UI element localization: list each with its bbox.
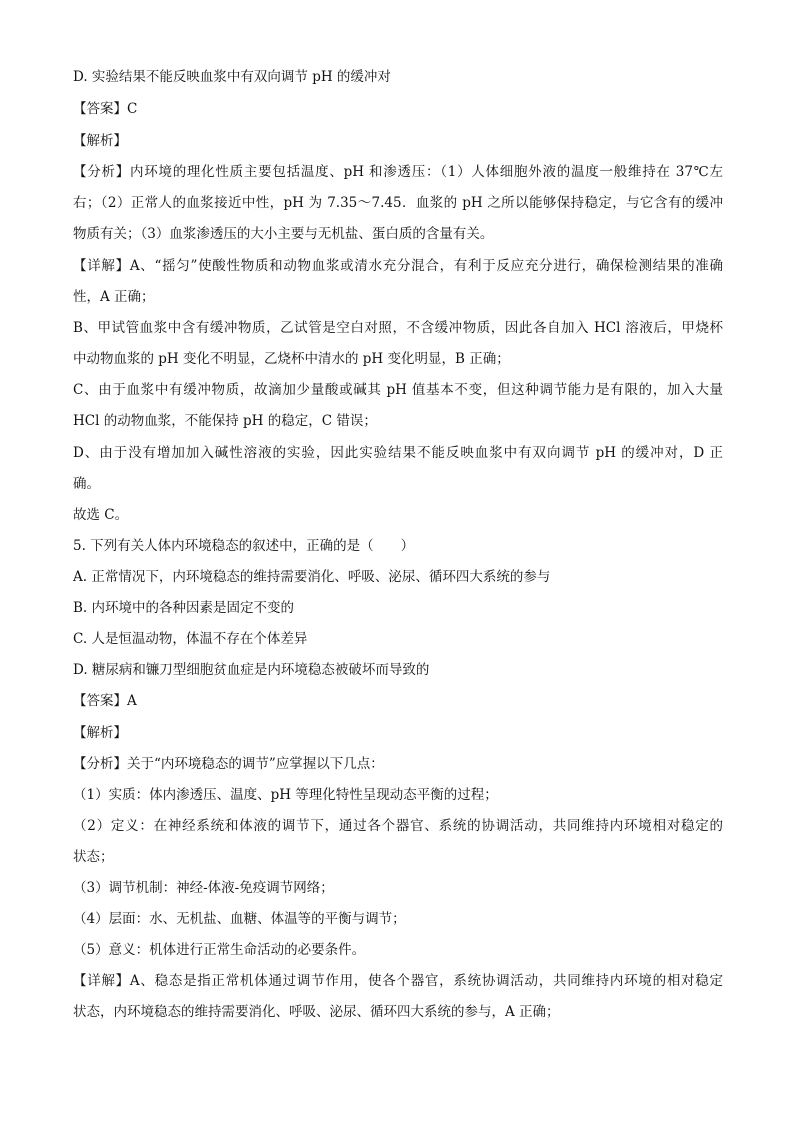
- analysis-line: 右；（2）正常人的血浆接近中性，pH 为 7.35～7.45．血浆的 pH 之所以能够保持稳定，与它含有的缓冲: [73, 195, 723, 211]
- detail-line: 【详解】A、“摇匀”使酸性物质和动物血浆或清水充分混合，有利于反应充分进行，确保检测结果的准确: [73, 258, 723, 274]
- option-d-previous-question: D. 实验结果不能反映血浆中有双向调节 pH 的缓冲对: [73, 69, 391, 85]
- answer-label: 【答案】A: [73, 693, 137, 709]
- detail-line: 性，A 正确；: [73, 289, 155, 305]
- analysis-line: 【分析】关于“内环境稳态的调节”应掌握以下几点：: [73, 756, 384, 772]
- analysis-point: （2）定义：在神经系统和体液的调节下，通过各个器官、系统的协调活动，共同维持内环境相对稳定的: [73, 818, 723, 834]
- option-c: C. 人是恒温动物，体温不存在个体差异: [73, 631, 308, 647]
- detail-line: B、甲试管血浆中含有缓冲物质，乙试管是空白对照，不含缓冲物质，因此各自加入 HCl 溶液后，甲烧杯: [73, 320, 723, 336]
- option-d: D. 糖尿病和镰刀型细胞贫血症是内环境稳态被破坏而导致的: [73, 662, 430, 678]
- analysis-point: （4）层面：水、无机盐、血糖、体温等的平衡与调节；: [73, 911, 406, 927]
- analysis-point: 状态；: [73, 849, 114, 865]
- option-a: A. 正常情况下，内环境稳态的维持需要消化、呼吸、泌尿、循环四大系统的参与: [73, 569, 551, 585]
- answer-label: 【答案】C: [73, 101, 138, 117]
- detail-line: D、由于没有增加加入碱性溶液的实验，因此实验结果不能反映血浆中有双向调节 pH 的缓冲对，D 正: [73, 445, 723, 461]
- detail-line: 状态，内环境稳态的维持需要消化、呼吸、泌尿、循环四大系统的参与，A 正确；: [73, 1004, 560, 1020]
- detail-line: HCl 的动物血浆，不能保持 pH 的稳定，C 错误；: [73, 413, 377, 429]
- detail-line: 确。: [73, 476, 100, 492]
- analysis-point: （5）意义：机体进行正常生命活动的必要条件。: [73, 942, 366, 958]
- detail-line: 中动物血浆的 pH 变化不明显，乙烧杯中清水的 pH 变化明显，B 正确；: [73, 351, 510, 367]
- analysis-point: （1）实质：体内渗透压、温度、pH 等理化特性呈现动态平衡的过程；: [73, 787, 498, 803]
- analysis-point: （3）调节机制：神经-体液-免疫调节网络；: [73, 880, 334, 896]
- detail-line: C、由于血浆中有缓冲物质，故滴加少量酸或碱其 pH 值基本不变，但这种调节能力是有限的，加入大量: [73, 382, 723, 398]
- detail-line: 【详解】A、稳态是指正常机体通过调节作用，使各个器官，系统协调活动，共同维持内环境的相对稳定: [73, 973, 723, 989]
- question-5-stem: 5. 下列有关人体内环境稳态的叙述中，正确的是（ ）: [73, 538, 415, 554]
- analysis-heading: 【解析】: [73, 133, 127, 149]
- analysis-heading: 【解析】: [73, 725, 127, 741]
- option-b: B. 内环境中的各种因素是固定不变的: [73, 600, 295, 616]
- analysis-line: 【分析】内环境的理化性质主要包括温度、pH 和渗透压：（1）人体细胞外液的温度一般维持在 37℃左: [73, 164, 723, 180]
- conclusion-line: 故选 C。: [73, 507, 129, 523]
- analysis-line: 物质有关；（3）血浆渗透压的大小主要与无机盐、蛋白质的含量有关。: [73, 226, 494, 242]
